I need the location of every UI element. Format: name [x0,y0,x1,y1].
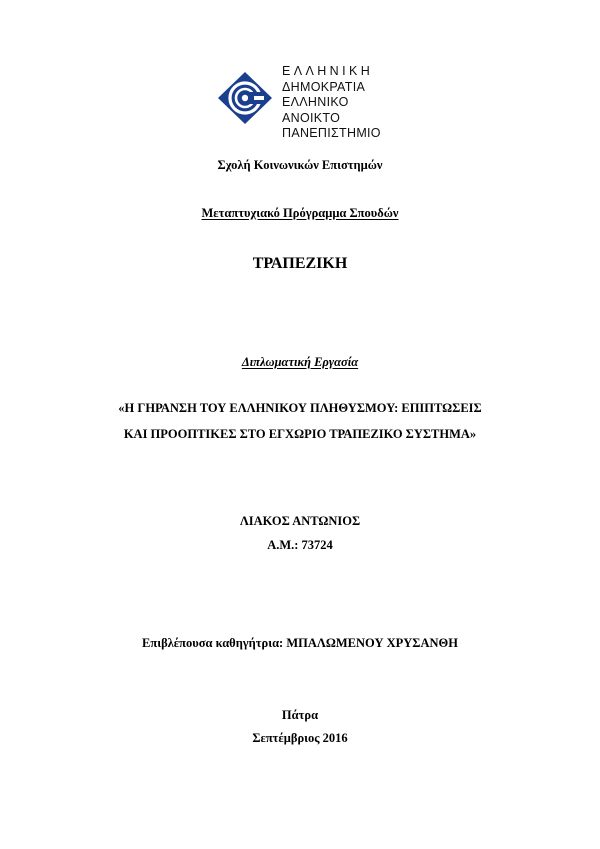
thesis-title-line-2: ΚΑΙ ΠΡΟΟΠΤΙΚΕΣ ΣΤΟ ΕΓΧΩΡΙΟ ΤΡΑΠΕΖΙΚΟ ΣΥΣΤΗΜΑ» [123,427,477,441]
logo-line-2: ΔΗΜΟΚΡΑΤΙΑ [282,79,366,94]
logo-line-3: ΕΛΛΗΝΙΚΟ ΑΝΟΙΚΤΟ [282,95,349,125]
program-name: Μεταπτυχιακό Πρόγραμμα Σπουδών [201,206,399,220]
logo-emblem-icon [216,70,274,126]
logo-line-4: ΠΑΝΕΠΙΣΤΗΜΙΟ [282,126,381,140]
logo-line-1: ΕΛΛΗΝΙΚΗ [282,64,374,78]
school-name: Σχολή Κοινωνικών Επιστημών [217,158,383,172]
thesis-title-line-1: «Η ΓΗΡΑΝΣΗ ΤΟΥ ΕΛΛΗΝΙΚΟΥ ΠΛΗΘΥΣΜΟΥ: ΕΠΙΠΤΩΣΕΙΣ [118,401,482,415]
place: Πάτρα [281,708,319,722]
supervisor-label: Επιβλέπουσα καθηγήτρια: [142,636,284,650]
logo-text [282,64,396,142]
thesis-type: Διπλωματική Εργασία [241,355,359,369]
supervisor-name: ΜΠΑΛΩΜΕΝΟΥ ΧΡΥΣΑΝΘΗ [286,636,458,650]
course-name: ΤΡΑΠΕΖΙΚΗ [252,255,348,272]
supervisor [0,636,600,651]
author-name: ΛΙΑΚΟΣ ΑΝΤΩΝΙΟΣ [239,514,361,528]
university-logo [216,64,396,140]
date: Σεπτέμβριος 2016 [252,731,348,745]
author-id: Α.Μ.: 73724 [267,538,333,552]
